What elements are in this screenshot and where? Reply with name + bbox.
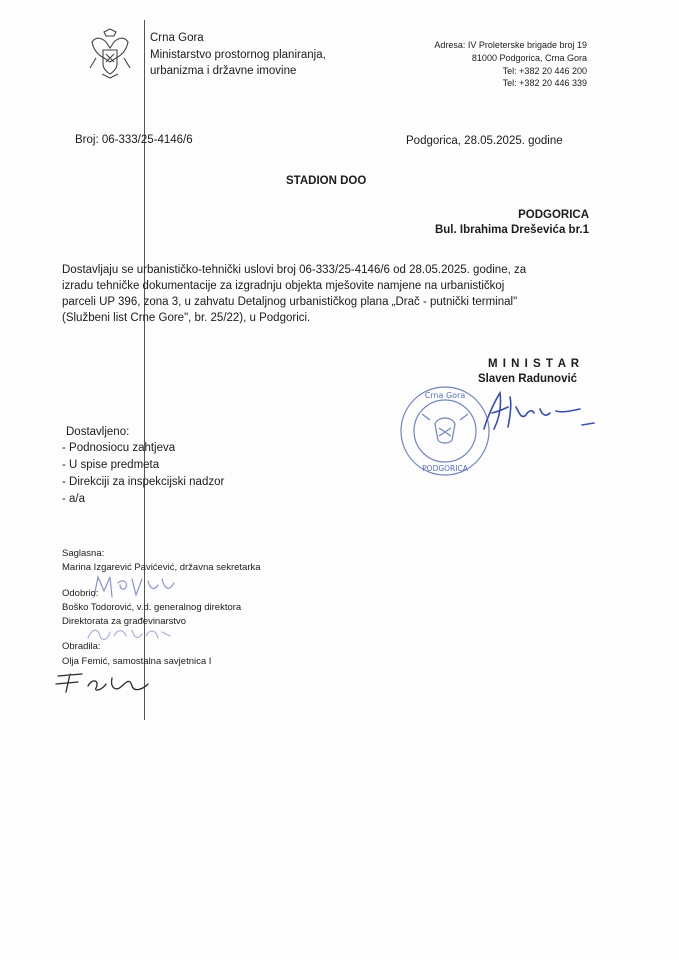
delivered-item: - U spise predmeta bbox=[62, 459, 160, 471]
letter-body bbox=[62, 262, 590, 326]
approved-unit: Direktorata za građevinarstvo bbox=[62, 616, 187, 627]
ministry-name-line2: urbanizma i državne imovine bbox=[150, 65, 297, 77]
approved-label: Odobrio: bbox=[62, 588, 99, 599]
coat-of-arms-icon bbox=[86, 28, 134, 80]
handwritten-initials-icon bbox=[88, 571, 178, 601]
margin-guide-line bbox=[144, 20, 145, 720]
prepared-name: Olja Femić, samostalna savjetnica I bbox=[62, 656, 212, 667]
phone-2: Tel: +382 20 446 339 bbox=[502, 78, 587, 88]
ministry-name-line1: Ministarstvo prostornog planiranja, bbox=[150, 49, 326, 61]
minister-signature-icon bbox=[470, 385, 600, 435]
handwritten-signature-icon bbox=[52, 668, 152, 696]
prepared-label: Obradila: bbox=[62, 641, 101, 652]
phone-1: Tel: +382 20 446 200 bbox=[502, 66, 587, 76]
place-and-date: Podgorica, 28.05.2025. godine bbox=[406, 135, 563, 147]
delivered-item: - Direkciji za inspekcijski nadzor bbox=[62, 476, 225, 488]
reference-number: Broj: 06-333/25-4146/6 bbox=[75, 134, 193, 146]
delivered-heading: Dostavljeno: bbox=[66, 426, 130, 438]
signatory-title: M I N I S T A R bbox=[488, 358, 581, 370]
agreed-label: Saglasna: bbox=[62, 548, 105, 559]
address-line1: Adresa: IV Proleterske brigade broj 19 bbox=[434, 40, 587, 50]
agreed-name: Marina Izgarević Pavićević, državna sekretarka bbox=[62, 562, 261, 573]
recipient-name: STADION DOO bbox=[286, 175, 367, 187]
address-line2: 81000 Podgorica, Crna Gora bbox=[471, 53, 587, 63]
stamp-bottom-text: PODGORICA bbox=[422, 464, 468, 473]
approved-name: Boško Todorović, v.d. generalnog direktora bbox=[62, 602, 242, 613]
recipient-street: Bul. Ibrahima Dreševića br.1 bbox=[434, 224, 589, 236]
delivered-item: - a/a bbox=[62, 493, 86, 505]
country-name: Crna Gora bbox=[150, 32, 204, 44]
stamp-top-text: Crna Gora bbox=[424, 391, 466, 400]
delivered-item: - Podnosiocu zahtjeva bbox=[62, 442, 176, 454]
body-line: izradu tehničke dokumentacije za izgradnju objekta mješovite namjene na urbanističkoj bbox=[62, 280, 505, 292]
recipient-city: PODGORICA bbox=[518, 209, 589, 221]
signatory-name: Slaven Radunović bbox=[478, 373, 578, 385]
body-line: Dostavljaju se urbanističko-tehnički uslovi broj 06-333/25-4146/6 od 28.05.2025. godine, za bbox=[62, 264, 527, 276]
body-line: (Službeni list Crne Gore", br. 25/22), u Podgorici. bbox=[62, 312, 311, 324]
body-line: parceli UP 396, zona 3, u zahvatu Detaljnog urbanističkog plana „Drač - putnički terminal" bbox=[62, 296, 518, 308]
